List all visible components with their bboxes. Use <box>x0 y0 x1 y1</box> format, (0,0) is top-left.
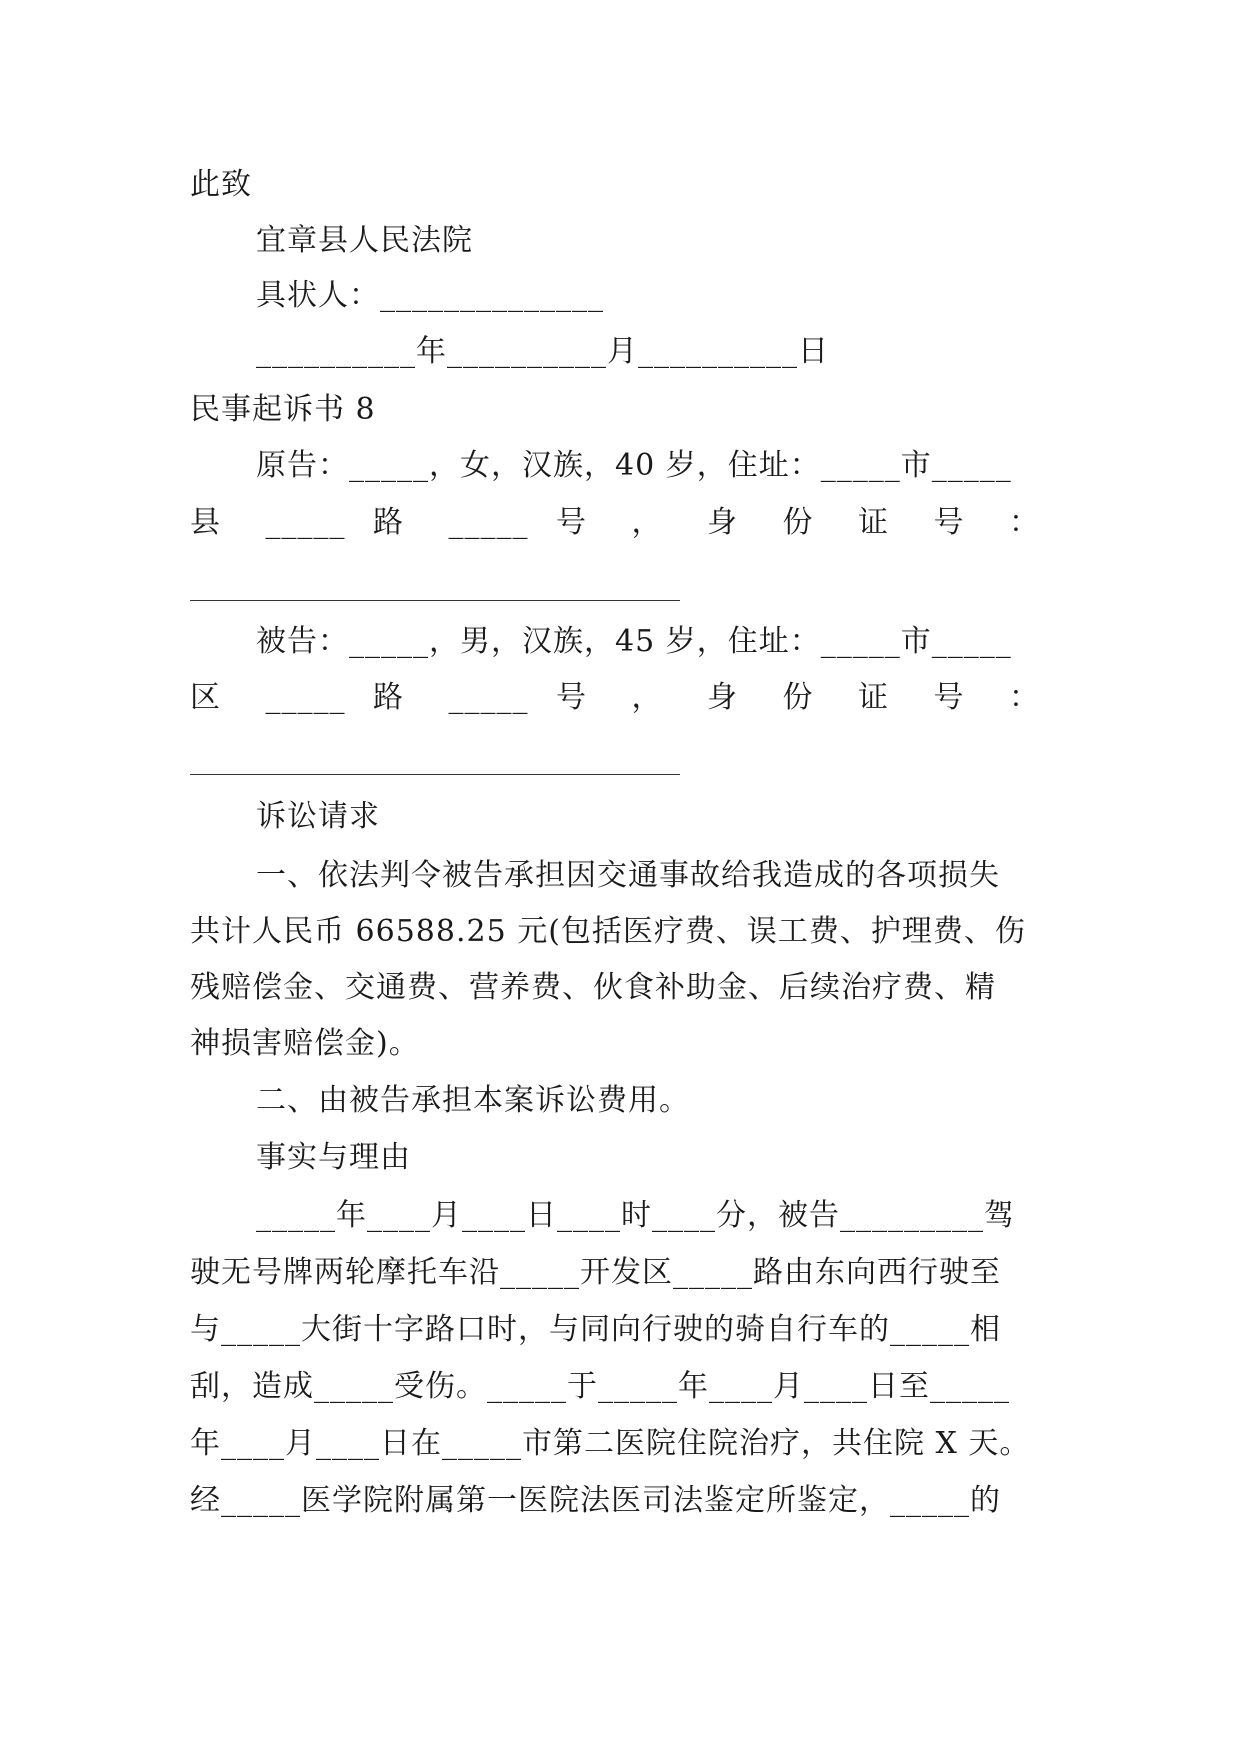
plaintiff-line: 原告：_____，女，汉族，40 岁，住址：_____市_____ <box>256 448 1012 483</box>
claim-one-line-2: 共计人民币 66588.25 元(包括医疗费、误工费、护理费、伤 <box>190 914 1026 949</box>
defendant-id-blank <box>190 774 680 775</box>
plaintiff-id-blank <box>190 600 680 601</box>
defendant-line: 被告：_____，男，汉族，45 岁，住址：_____市_____ <box>256 624 1012 659</box>
facts-line-5: 年____月____日在_____市第二医院住院治疗，共住院 X 天。 <box>190 1426 1031 1461</box>
facts-line-3: 与_____大街十字路口时，与同向行驶的骑自行车的_____相 <box>190 1312 1001 1347</box>
claim-two-line: 二、由被告承担本案诉讼费用。 <box>256 1083 690 1118</box>
facts-line-1: _____年____月____日____时____分，被告_________驾 <box>256 1198 1015 1233</box>
facts-heading: 事实与理由 <box>256 1140 411 1175</box>
facts-line-6: 经_____医学院附属第一医院法医司法鉴定所鉴定，_____的 <box>190 1483 1001 1518</box>
date-line: __________年__________月__________日 <box>256 334 829 369</box>
addressee-court: 宜章县人民法院 <box>256 223 473 258</box>
claim-one-line-4: 神损害赔偿金)。 <box>190 1026 420 1061</box>
facts-line-4: 刮，造成_____受伤。_____于_____年____月____日至_____ <box>190 1369 1010 1404</box>
defendant-address-line: 区 _____ 路 _____ 号 ， 身 份 证 号 ： <box>190 680 1040 715</box>
closing-salutation: 此致 <box>190 167 252 202</box>
signatory-line: 具状人：______________ <box>256 278 604 313</box>
section-heading: 民事起诉书 8 <box>190 392 376 427</box>
plaintiff-address-line: 县 _____ 路 _____ 号 ， 身 份 证 号 ： <box>190 505 1040 540</box>
facts-line-2: 驶无号牌两轮摩托车沿_____开发区_____路由东向西行驶至 <box>190 1255 1001 1290</box>
claim-one-line-1: 一、依法判令被告承担因交通事故给我造成的各项损失 <box>256 858 1000 893</box>
claims-heading: 诉讼请求 <box>256 799 380 834</box>
claim-one-line-3: 残赔偿金、交通费、营养费、伙食补助金、后续治疗费、精 <box>190 970 996 1005</box>
